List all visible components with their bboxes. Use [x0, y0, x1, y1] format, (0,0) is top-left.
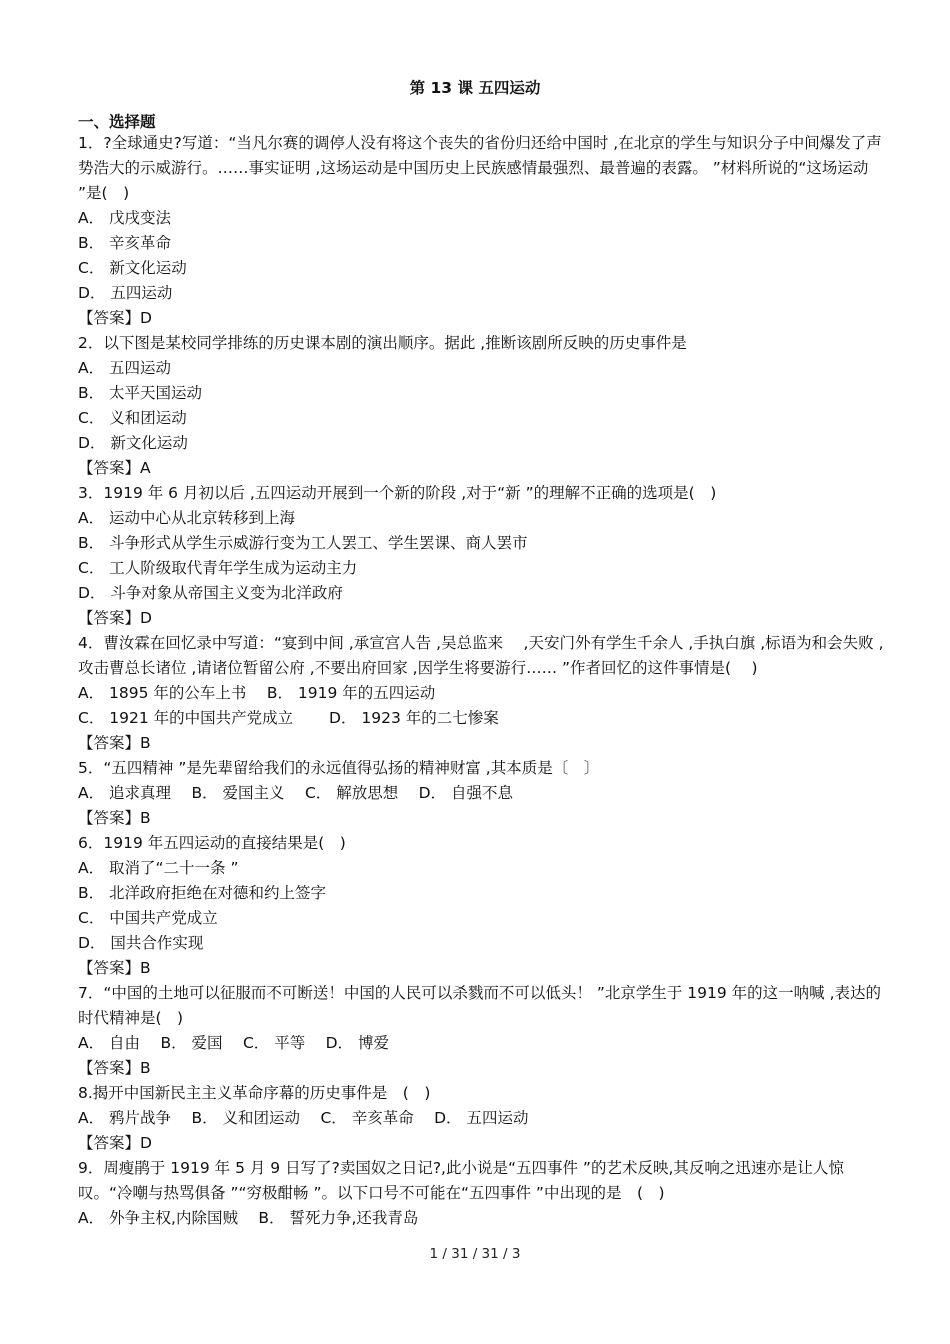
question-1-option-b: B． 辛亥革命 — [78, 234, 172, 252]
question-list — [78, 131, 884, 1231]
question-5-answer: 【答案】B — [78, 809, 151, 827]
question-2-stem: 2．以下图是某校同学排练的历史课本剧的演出顺序。据此 ,推断该剧所反映的历史事件是 — [78, 334, 687, 352]
question-5-stem: 5．“五四精神 ”是先辈留给我们的永远值得弘扬的精神财富 ,其本质是〔 〕 — [78, 759, 600, 777]
question-8-stem: 8.揭开中国新民主主义革命序幕的历史事件是 ( ) — [78, 1084, 431, 1102]
question-3-answer: 【答案】D — [78, 609, 152, 627]
question-8-answer: 【答案】D — [78, 1134, 152, 1152]
question-2-option-c: C． 义和团运动 — [78, 409, 187, 427]
question-6-option-b: B． 北洋政府拒绝在对德和约上签字 — [78, 884, 327, 902]
question-9-options-ab: A． 外争主权,内除国贼 B． 誓死力争,还我青岛 — [78, 1209, 419, 1227]
question-6-option-c: C． 中国共产党成立 — [78, 909, 218, 927]
question-1-option-c: C． 新文化运动 — [78, 259, 187, 277]
question-6-stem: 6．1919 年五四运动的直接结果是( ) — [78, 834, 346, 852]
question-9-stem: 9．周瘦鹃于 1919 年 5 月 9 日写了?卖国奴之日记?,此小说是“五四事件 ”的艺术反映,其反响之迅速亦是让人惊叹。“冷嘲与热骂俱备 ”“穷极酣畅 ”。以下口号不可能在“五四事件 ”中出现的是 ( ) — [78, 1159, 844, 1202]
question-2-option-b: B． 太平天国运动 — [78, 384, 203, 402]
question-2-option-a: A． 五四运动 — [78, 359, 172, 377]
question-7-answer: 【答案】B — [78, 1059, 151, 1077]
section-heading: 一、选择题 — [78, 113, 156, 131]
question-8-options: A． 鸦片战争 B． 义和团运动 C． 辛亥革命 D． 五四运动 — [78, 1109, 529, 1127]
question-1-answer: 【答案】D — [78, 309, 152, 327]
question-1-stem: 1．?全球通史?写道：“当凡尔赛的调停人没有将这个丧失的省份归还给中国时 ,在北京的学生与知识分子中间爆发了声势浩大的示威游行。……事实证明 ,这场运动是中国历史上民族感情最强烈、最普遍的表露。 ”材料所说的“这场运动 ”是( ) — [78, 134, 882, 202]
question-7-options: A． 自由 B． 爱国 C． 平等 D． 博爱 — [78, 1034, 389, 1052]
question-4-options-cd: C． 1921 年的中国共产党成立 D． 1923 年的二七惨案 — [78, 709, 499, 727]
page-title: 第 13 课 五四运动 — [409, 79, 541, 97]
question-6-answer: 【答案】B — [78, 959, 151, 977]
question-3-stem: 3．1919 年 6 月初以后 ,五四运动开展到一个新的阶段 ,对于“新 ”的理解不正确的选项是( ) — [78, 484, 717, 502]
question-3-option-c: C． 工人阶级取代青年学生成为运动主力 — [78, 559, 358, 577]
question-4-stem: 4．曹汝霖在回忆录中写道：“宴到中间 ,承宣宫人告 ,吴总监来 ,天安门外有学生千余人 ,手执白旗 ,标语为和会失败 ,攻击曹总长诸位 ,请诸位暂留公府 ,不要出府回家 ,因学生将要游行…… ”作者回忆的这件事情是( ) — [78, 634, 884, 677]
question-2-answer: 【答案】A — [78, 459, 151, 477]
question-5-options: A． 追求真理 B． 爱国主义 C． 解放思想 D． 自强不息 — [78, 784, 513, 802]
question-1-option-a: A． 戊戌变法 — [78, 209, 172, 227]
question-4-options-ab: A． 1895 年的公车上书 B． 1919 年的五四运动 — [78, 684, 436, 702]
question-6-option-a: A． 取消了“二十一条 ” — [78, 859, 239, 877]
question-3-option-a: A． 运动中心从北京转移到上海 — [78, 509, 296, 527]
question-4-answer: 【答案】B — [78, 734, 151, 752]
question-7-stem: 7．“中国的土地可以征服而不可断送！中国的人民可以杀戮而不可以低头！ ”北京学生于 1919 年的这一呐喊 ,表达的时代精神是( ) — [78, 984, 882, 1027]
question-1-option-d: D． 五四运动 — [78, 284, 173, 302]
question-3-option-b: B． 斗争形式从学生示威游行变为工人罢工、学生罢课、商人罢市 — [78, 534, 528, 552]
question-2-option-d: D． 新文化运动 — [78, 434, 188, 452]
page-number: 1 / 31 / 31 / 3 — [429, 1246, 521, 1262]
question-3-option-d: D． 斗争对象从帝国主义变为北洋政府 — [78, 584, 343, 602]
question-6-option-d: D． 国共合作实现 — [78, 934, 204, 952]
